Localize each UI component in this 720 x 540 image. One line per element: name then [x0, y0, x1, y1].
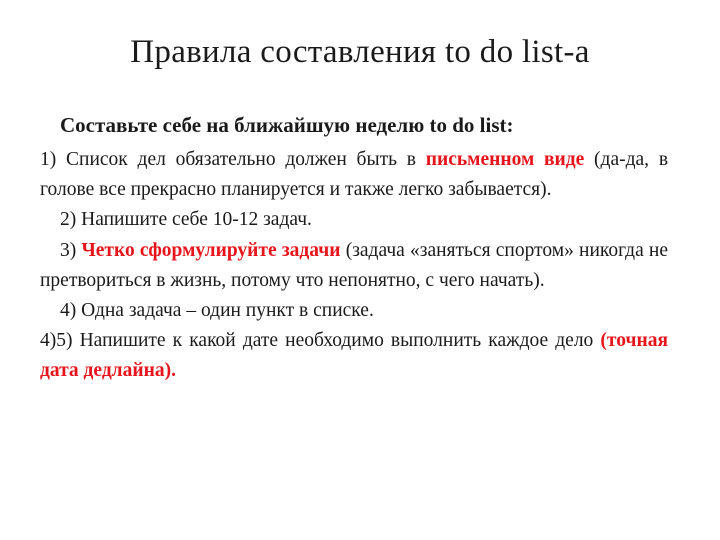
rule-highlight: (точная дата дедлайна).	[40, 330, 668, 382]
rule-number: 4)	[60, 300, 77, 322]
rule-number: 2)	[60, 209, 77, 231]
rule-number: 4)5)	[40, 330, 73, 352]
rule-item-5	[40, 326, 668, 386]
slide-subtitle: Составьте себе на ближайшую неделю to do list:	[60, 113, 514, 137]
rule-number: 1)	[40, 149, 57, 170]
rule-text: (да-да, в голове все прекрасно планируется и также легко забывается).	[40, 149, 669, 201]
rule-text: Список дел обязательно должен быть в	[66, 149, 416, 170]
slide-title: Правила составления to do list-а	[130, 34, 590, 70]
rule-item-2	[40, 205, 668, 235]
rule-item-4	[40, 296, 668, 326]
rule-number: 3)	[60, 239, 77, 261]
rule-highlight: письменном виде	[425, 149, 585, 170]
rule-item-3	[40, 236, 668, 296]
rule-text: Одна задача – один пункт в списке.	[81, 300, 374, 322]
rule-text: (задача «заняться спортом» никогда не претвориться в жизнь, потому что непонятно, с чего начать).	[40, 239, 669, 291]
rule-item-1	[40, 145, 668, 205]
rule-text: Напишите себе 10-12 задач.	[81, 209, 312, 231]
rules-list	[40, 145, 668, 387]
rule-highlight: Четко сформулируйте задачи	[81, 239, 341, 261]
rule-text: Напишите к какой дате необходимо выполнить каждое дело	[79, 330, 594, 352]
